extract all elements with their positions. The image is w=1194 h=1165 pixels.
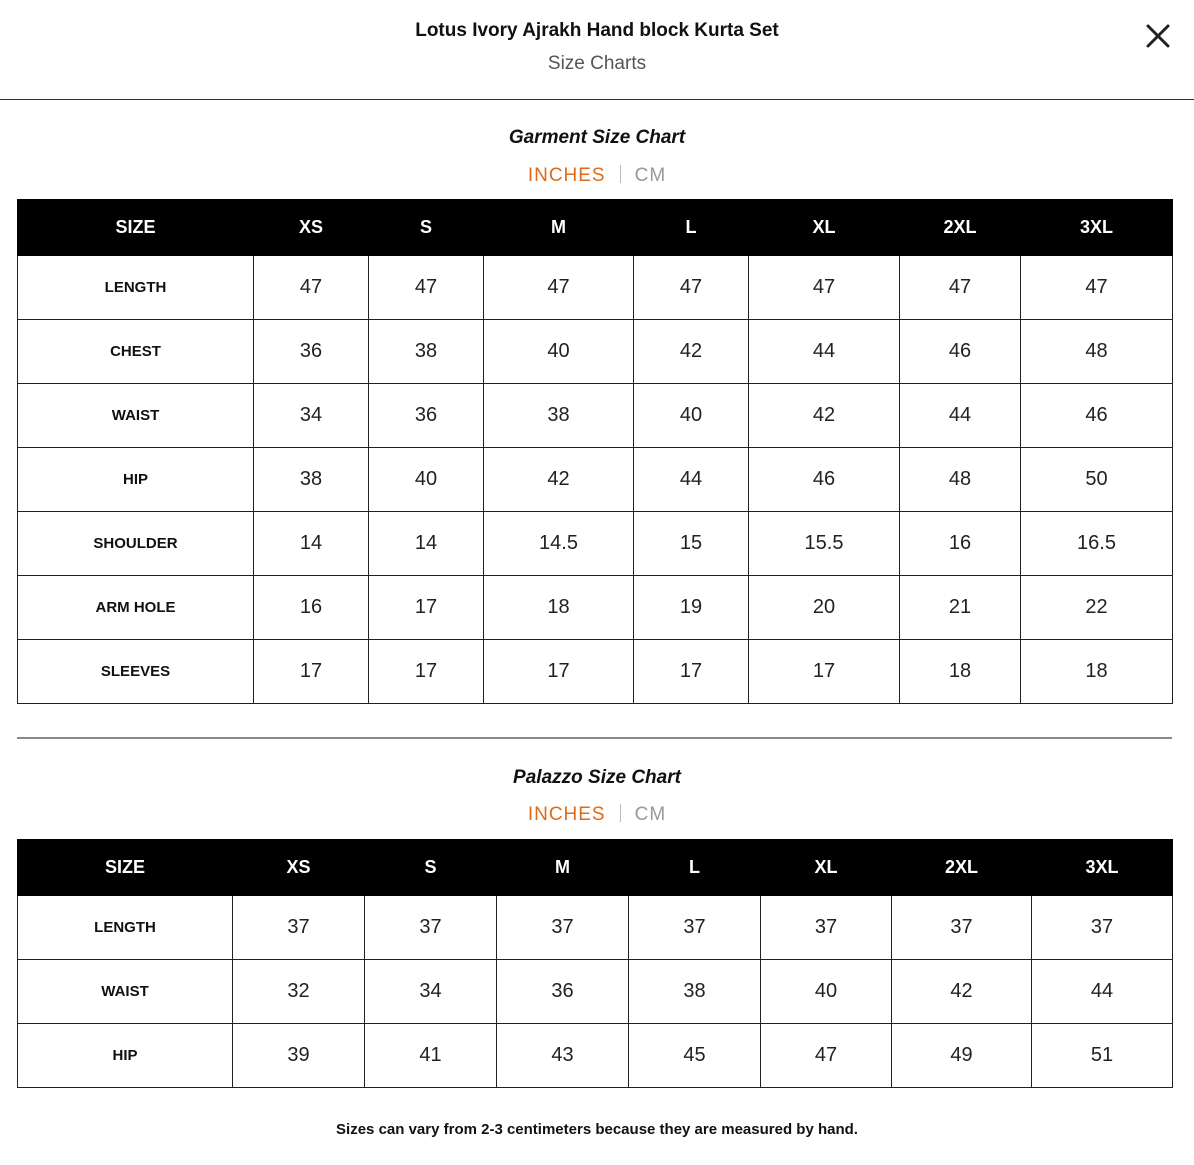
table-cell: 38 bbox=[484, 384, 634, 448]
table-cell: 51 bbox=[1032, 1024, 1173, 1088]
unit-separator bbox=[620, 165, 621, 183]
column-header-size: SIZE bbox=[18, 200, 254, 256]
row-label: ARM HOLE bbox=[18, 576, 254, 640]
garment-chart-title: Garment Size Chart bbox=[508, 127, 686, 148]
table-cell: 38 bbox=[629, 960, 761, 1024]
table-row bbox=[18, 512, 1173, 576]
close-button[interactable] bbox=[1144, 22, 1172, 50]
table-cell: 44 bbox=[900, 384, 1021, 448]
table-cell: 16 bbox=[900, 512, 1021, 576]
table-cell: 47 bbox=[761, 1024, 892, 1088]
column-header-xs: XS bbox=[254, 200, 369, 256]
table-cell: 34 bbox=[365, 960, 497, 1024]
garment-unit-toggle bbox=[0, 165, 1194, 187]
palazzo-unit-cm[interactable]: CM bbox=[634, 804, 667, 825]
column-header-3xl: 3XL bbox=[1032, 840, 1173, 896]
row-label: SHOULDER bbox=[18, 512, 254, 576]
table-cell: 42 bbox=[749, 384, 900, 448]
table-cell: 47 bbox=[900, 256, 1021, 320]
column-header-m: M bbox=[497, 840, 629, 896]
table-cell: 17 bbox=[369, 576, 484, 640]
table-cell: 15.5 bbox=[749, 512, 900, 576]
table-cell: 36 bbox=[254, 320, 369, 384]
table-row bbox=[18, 320, 1173, 384]
row-label: SLEEVES bbox=[18, 640, 254, 704]
row-label: LENGTH bbox=[18, 256, 254, 320]
column-header-m: M bbox=[484, 200, 634, 256]
palazzo-size-table bbox=[17, 839, 1173, 1088]
table-row bbox=[18, 576, 1173, 640]
table-cell: 44 bbox=[749, 320, 900, 384]
table-row bbox=[18, 896, 1173, 960]
column-header-2xl: 2XL bbox=[892, 840, 1032, 896]
table-cell: 37 bbox=[761, 896, 892, 960]
table-header-row bbox=[18, 840, 1173, 896]
table-cell: 47 bbox=[484, 256, 634, 320]
table-cell: 47 bbox=[369, 256, 484, 320]
table-cell: 44 bbox=[634, 448, 749, 512]
table-cell: 44 bbox=[1032, 960, 1173, 1024]
table-cell: 47 bbox=[634, 256, 749, 320]
column-header-3xl: 3XL bbox=[1021, 200, 1173, 256]
table-cell: 42 bbox=[892, 960, 1032, 1024]
modal-subtitle: Size Charts bbox=[547, 53, 647, 74]
table-cell: 48 bbox=[900, 448, 1021, 512]
table-cell: 41 bbox=[365, 1024, 497, 1088]
table-cell: 17 bbox=[369, 640, 484, 704]
table-cell: 39 bbox=[233, 1024, 365, 1088]
table-cell: 15 bbox=[634, 512, 749, 576]
column-header-size: SIZE bbox=[18, 840, 233, 896]
table-cell: 49 bbox=[892, 1024, 1032, 1088]
row-label: WAIST bbox=[18, 960, 233, 1024]
table-cell: 37 bbox=[497, 896, 629, 960]
column-header-xl: XL bbox=[761, 840, 892, 896]
table-cell: 18 bbox=[1021, 640, 1173, 704]
table-cell: 37 bbox=[365, 896, 497, 960]
table-cell: 17 bbox=[749, 640, 900, 704]
row-label: CHEST bbox=[18, 320, 254, 384]
table-row bbox=[18, 384, 1173, 448]
table-cell: 46 bbox=[749, 448, 900, 512]
table-cell: 36 bbox=[497, 960, 629, 1024]
unit-separator bbox=[620, 804, 621, 822]
table-cell: 17 bbox=[484, 640, 634, 704]
table-cell: 16 bbox=[254, 576, 369, 640]
column-header-xs: XS bbox=[233, 840, 365, 896]
table-cell: 38 bbox=[254, 448, 369, 512]
close-icon bbox=[1144, 22, 1172, 50]
table-cell: 37 bbox=[1032, 896, 1173, 960]
table-cell: 37 bbox=[233, 896, 365, 960]
table-cell: 46 bbox=[1021, 384, 1173, 448]
table-cell: 18 bbox=[900, 640, 1021, 704]
table-cell: 42 bbox=[634, 320, 749, 384]
table-cell: 14 bbox=[254, 512, 369, 576]
table-cell: 34 bbox=[254, 384, 369, 448]
table-cell: 40 bbox=[761, 960, 892, 1024]
column-header-xl: XL bbox=[749, 200, 900, 256]
table-cell: 36 bbox=[369, 384, 484, 448]
table-cell: 43 bbox=[497, 1024, 629, 1088]
table-cell: 21 bbox=[900, 576, 1021, 640]
table-cell: 47 bbox=[749, 256, 900, 320]
row-label: LENGTH bbox=[18, 896, 233, 960]
table-cell: 40 bbox=[369, 448, 484, 512]
column-header-l: L bbox=[629, 840, 761, 896]
table-row bbox=[18, 1024, 1173, 1088]
table-row bbox=[18, 256, 1173, 320]
modal-header bbox=[0, 0, 1194, 100]
table-row bbox=[18, 640, 1173, 704]
table-cell: 47 bbox=[1021, 256, 1173, 320]
measurement-footnote: Sizes can vary from 2-3 centimeters because they are measured by hand. bbox=[336, 1121, 858, 1138]
table-cell: 37 bbox=[892, 896, 1032, 960]
table-cell: 48 bbox=[1021, 320, 1173, 384]
column-header-2xl: 2XL bbox=[900, 200, 1021, 256]
row-label: HIP bbox=[18, 1024, 233, 1088]
palazzo-unit-inches[interactable]: INCHES bbox=[527, 804, 606, 825]
section-divider bbox=[17, 737, 1172, 739]
table-cell: 37 bbox=[629, 896, 761, 960]
table-cell: 42 bbox=[484, 448, 634, 512]
table-cell: 46 bbox=[900, 320, 1021, 384]
table-cell: 45 bbox=[629, 1024, 761, 1088]
table-cell: 38 bbox=[369, 320, 484, 384]
row-label: HIP bbox=[18, 448, 254, 512]
table-cell: 16.5 bbox=[1021, 512, 1173, 576]
table-cell: 14 bbox=[369, 512, 484, 576]
table-cell: 17 bbox=[254, 640, 369, 704]
row-label: WAIST bbox=[18, 384, 254, 448]
column-header-s: S bbox=[369, 200, 484, 256]
column-header-s: S bbox=[365, 840, 497, 896]
product-title: Lotus Ivory Ajrakh Hand block Kurta Set bbox=[415, 20, 779, 41]
table-cell: 14.5 bbox=[484, 512, 634, 576]
garment-size-table bbox=[17, 199, 1173, 704]
table-cell: 22 bbox=[1021, 576, 1173, 640]
table-cell: 50 bbox=[1021, 448, 1173, 512]
table-cell: 32 bbox=[233, 960, 365, 1024]
table-row bbox=[18, 448, 1173, 512]
table-cell: 20 bbox=[749, 576, 900, 640]
palazzo-chart-title: Palazzo Size Chart bbox=[513, 767, 681, 788]
table-cell: 18 bbox=[484, 576, 634, 640]
table-row bbox=[18, 960, 1173, 1024]
table-header-row bbox=[18, 200, 1173, 256]
table-cell: 40 bbox=[634, 384, 749, 448]
garment-unit-inches[interactable]: INCHES bbox=[527, 165, 606, 186]
table-cell: 19 bbox=[634, 576, 749, 640]
garment-unit-cm[interactable]: CM bbox=[634, 165, 667, 186]
table-cell: 47 bbox=[254, 256, 369, 320]
palazzo-unit-toggle bbox=[0, 804, 1194, 826]
table-cell: 40 bbox=[484, 320, 634, 384]
column-header-l: L bbox=[634, 200, 749, 256]
table-cell: 17 bbox=[634, 640, 749, 704]
